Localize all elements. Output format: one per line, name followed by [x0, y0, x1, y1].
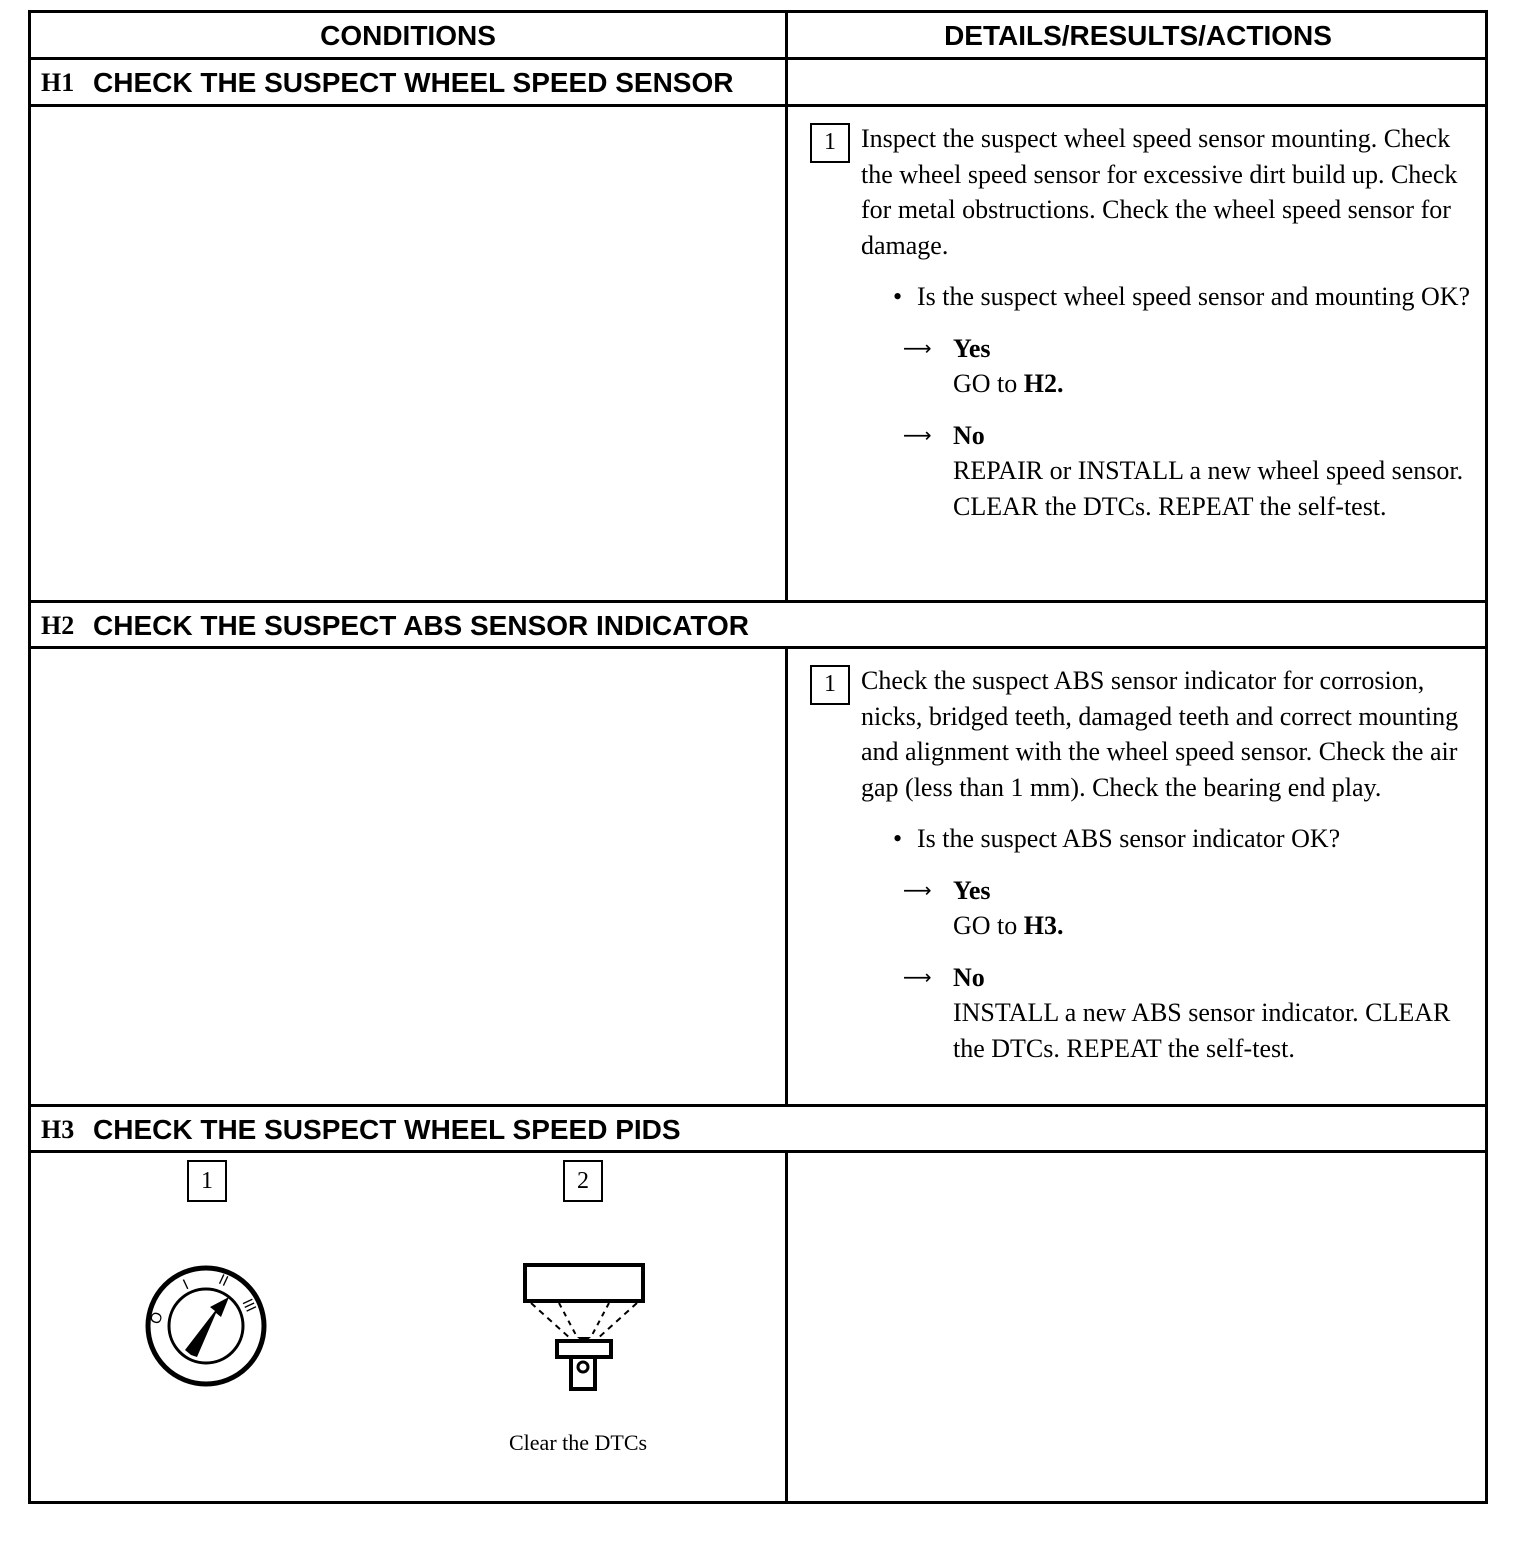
step-h2-details	[798, 663, 1480, 1066]
figure-caption: Clear the DTCs	[509, 1430, 648, 1455]
yes-target-link[interactable]: H2.	[1023, 369, 1064, 398]
yes-branch	[903, 331, 1480, 402]
ignition-acc-label: I	[180, 1276, 192, 1294]
step-h1-details	[798, 121, 1480, 524]
step-title: CHECK THE SUSPECT ABS SENSOR INDICATOR	[93, 609, 749, 641]
divider	[31, 1150, 1485, 1153]
no-branch	[903, 960, 1480, 1067]
figure-number-box: 2	[563, 1160, 603, 1202]
details-column-header: DETAILS/RESULTS/ACTIONS	[944, 19, 1332, 51]
step-code: H3	[41, 1114, 75, 1144]
step-h1-header	[31, 60, 1485, 105]
question	[889, 821, 1480, 857]
ignition-start-label: III	[238, 1296, 260, 1315]
bullet-icon: •	[893, 824, 903, 853]
diagnostic-table	[28, 10, 1488, 1504]
column-divider	[785, 646, 788, 1106]
no-label: No	[953, 962, 985, 992]
bullet-icon: •	[893, 282, 903, 311]
instruction-text: Check the suspect ABS sensor indicator for corrosion, nicks, bridged teeth, damaged teeth and correct mounting and alignment with the wheel speed sensor. Check the air gap (less than 1 mm). Check the bearing end play.	[861, 666, 1459, 802]
arrow-right-icon: ⟶	[903, 964, 932, 989]
step-number-box: 1	[810, 665, 850, 705]
no-action: REPAIR or INSTALL a new wheel speed sensor. CLEAR the DTCs. REPEAT the self-test.	[953, 456, 1464, 521]
yes-branch	[903, 873, 1480, 944]
step-number-box: 1	[810, 123, 850, 163]
yes-target-link[interactable]: H3.	[1023, 911, 1064, 940]
question	[889, 279, 1480, 315]
figure-number-box: 1	[187, 1160, 227, 1202]
yes-action	[953, 908, 1480, 944]
step-title: CHECK THE SUSPECT WHEEL SPEED SENSOR	[93, 66, 734, 98]
step-code: H2	[41, 610, 75, 640]
column-divider	[785, 1150, 788, 1504]
instruction-text: Inspect the suspect wheel speed sensor mounting. Check the wheel speed sensor for excessive dirt build up. Check for metal obstructions. Check the wheel speed sensor for damage.	[861, 124, 1458, 260]
step-h2-header	[31, 603, 1485, 648]
ignition-switch-icon	[141, 1261, 271, 1391]
step-h3-header	[31, 1107, 1485, 1152]
scan-tool-connector-icon	[521, 1261, 647, 1397]
column-divider	[785, 13, 788, 601]
yes-action-text: GO to	[953, 911, 1024, 940]
divider	[31, 646, 1485, 649]
arrow-right-icon: ⟶	[903, 877, 932, 902]
question-text: Is the suspect wheel speed sensor and mounting OK?	[917, 282, 1471, 311]
yes-action	[953, 366, 1480, 402]
step-code: H1	[41, 67, 75, 97]
conditions-column-header: CONDITIONS	[320, 19, 496, 51]
step-title: CHECK THE SUSPECT WHEEL SPEED PIDS	[93, 1113, 681, 1145]
arrow-right-icon: ⟶	[903, 335, 932, 360]
no-label: No	[953, 420, 985, 450]
divider	[31, 104, 1485, 107]
no-action: INSTALL a new ABS sensor indicator. CLEAR the DTCs. REPEAT the self-test.	[953, 998, 1451, 1063]
yes-action-text: GO to	[953, 369, 1024, 398]
arrow-right-icon: ⟶	[903, 422, 932, 447]
no-branch	[903, 418, 1480, 525]
yes-label: Yes	[953, 333, 991, 363]
ignition-off-label: O	[146, 1309, 167, 1327]
ignition-on-label: II	[215, 1271, 231, 1291]
yes-label: Yes	[953, 875, 991, 905]
question-text: Is the suspect ABS sensor indicator OK?	[917, 824, 1341, 853]
